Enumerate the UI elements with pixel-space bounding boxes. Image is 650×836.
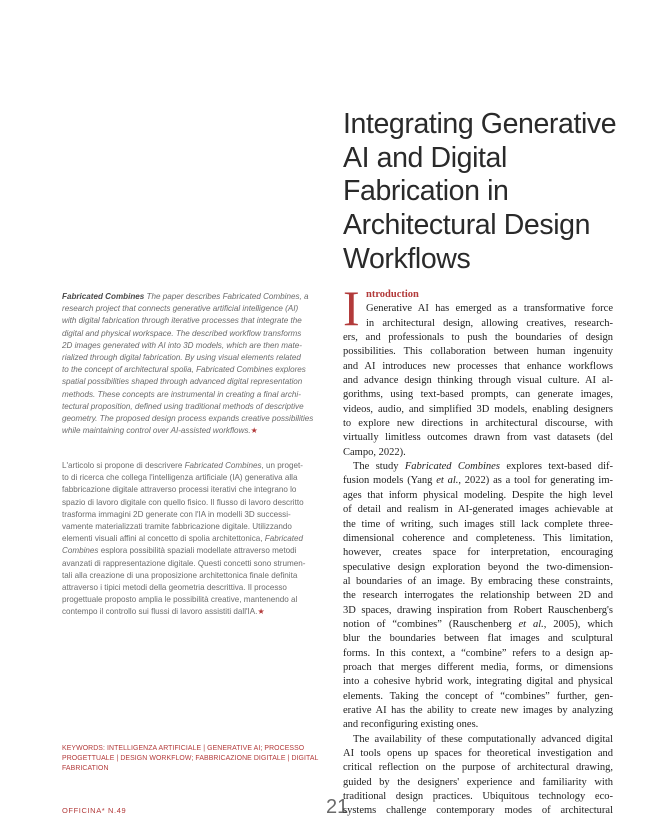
body-line: systems challenge contemporary modes of architectural [343, 805, 613, 817]
body-line: The study Fabricated Combines explores text-based dif- [353, 461, 614, 473]
abstract-line: Fabricated Combines The paper describes Fabricated Combines, a [62, 292, 309, 301]
body-line: to explore new directions in architectural discourse, with [343, 418, 613, 430]
drop-cap: I [343, 280, 360, 336]
body-line: 3D spaces, drawing inspiration from Robert Rauschenberg's [343, 604, 613, 616]
abstract-line: avanzati di rappresentazione digitale. Questi concetti sono strumen- [62, 558, 306, 568]
body-line: the research interrogates the relationship between 2D and [343, 590, 613, 602]
title-line: Fabrication in [343, 175, 509, 208]
body-line: the time of writing, such images still lack complete three- [343, 518, 613, 530]
abstract-line: 2D images generated with AI into 3D models, which are then mate- [62, 340, 302, 350]
abstract-line: tali alla creazione di una proposizione architettonica finale definita [62, 570, 298, 580]
article-title [343, 108, 633, 277]
body-line: however, creates space for interpretation, encouraging [343, 547, 613, 559]
abstract-italian [62, 460, 338, 619]
abstract-english [62, 291, 338, 437]
body-line: dimensional coherence and completeness. This limitation, [343, 532, 613, 544]
abstract-line: methods. These concepts are instrumental in creating a final archi- [62, 389, 301, 399]
body-line: elements. Taking the concept of “combines” further, gen- [343, 690, 613, 702]
abstract-lead: Fabricated Combines [62, 292, 145, 301]
abstract-line: vamente materializzati tramite fabbricazione digitale. Utilizzando [62, 522, 292, 532]
abstract-line: fabbricazione digitale attraverso processi iterativi che integrano lo [62, 485, 297, 495]
body-line: guided by the designers' experience and familiarity with [343, 776, 613, 788]
body-line: into a cohesive hybrid work, integrating digital and physical [343, 676, 613, 688]
end-mark-icon: ★ [257, 607, 265, 617]
abstract-line: to the concept of architectural spolia, Fabricated Combines explores [62, 365, 306, 375]
abstract-line: Combines esplora possibilità spaziali modellate attraverso metodi [62, 546, 297, 556]
italic-term: et al. [518, 618, 544, 630]
abstract-line: tectural proposition, defined using traditional methods of descriptive [62, 401, 304, 411]
body-line: fusion models (Yang et al., 2022) as a tool for generating im- [343, 475, 614, 487]
abstract-line: contempo il controllo sui flussi di lavoro assistiti dall'IA.★ [62, 607, 265, 617]
body-line: proach that merges different media, forms, or dimensions [343, 661, 613, 673]
abstract-line: spazio di lavoro digitale con quello fisico. Il flusso di lavoro descritto [62, 497, 304, 507]
abstract-line: with digital fabrication through iterative processes that integrate the [62, 316, 302, 326]
journal-issue: OFFICINA* N.49 [62, 806, 127, 815]
title-line: Integrating Generative [343, 108, 617, 140]
body-line: of detail and realism in AI-generated images achievable at [343, 504, 613, 516]
body-line: al boundaries of an image. By embracing these constraints, [343, 575, 613, 587]
title-line: Workflows [343, 242, 471, 275]
abstract-line: research project that connects generative artificial intelligence (AI) [62, 304, 299, 314]
italic-term: Fabricated Combines [404, 461, 500, 473]
italic-term: Combines [62, 546, 99, 556]
keywords [62, 744, 319, 773]
body-line: notion of “combines” (Rauschenberg et al., 2005), which [343, 618, 613, 630]
body-line: The availability of these computationally advanced digital [353, 733, 613, 745]
abstract-line: digital and physical workspace. The described workflow transforms [62, 328, 302, 338]
body-line: critical reflection on the purpose of architectural drawing, [343, 762, 613, 774]
abstract-line: progettuale proposto amplia le possibilità creative, mantenendo al [62, 595, 298, 605]
body-text [343, 280, 614, 819]
body-line: blur the boundaries between flat images and sculptural [343, 633, 613, 645]
keyword-line: FABRICATION [62, 764, 109, 772]
abstract-line: L'articolo si propone di descrivere Fabricated Combines, un proget- [62, 461, 303, 470]
body-line: and advance design thinking through visual culture. AI al- [343, 375, 613, 387]
body-line: virtually limitless outcomes drawn from vast datasets (del [343, 432, 613, 444]
italic-term: Fabricated Combines [184, 461, 262, 470]
body-line: Campo, 2022). [343, 446, 406, 458]
body-line: videos, audio, and simplified 3D models, enabling designers [343, 403, 613, 415]
title-line: Architectural Design [343, 209, 591, 242]
body-line: in architectural design, allowing creatives, research- [366, 317, 613, 329]
body-line: speculative design exploration beyond the two-dimension- [343, 561, 613, 573]
abstract-line: trasforma immagini 2D generate con l'IA in modelli 3D successi- [62, 509, 291, 519]
body-line: and reconfiguring existing ones. [343, 719, 479, 731]
body-line: traditional design practices. Ubiquitous technology eco- [343, 791, 613, 803]
body-line: erative AI has the ability to create new images by analyzing [343, 704, 613, 716]
end-mark-icon: ★ [250, 426, 258, 436]
abstract-line: geometry. The proposed design process expands creative possibilities [62, 414, 314, 424]
body-line: and AI introduces new processes that enhance workflows [343, 360, 613, 372]
body-line: AI tools opens up spaces for theoretical investigation and [343, 748, 613, 759]
abstract-line: elementi visuali affini al concetto di spolia architettonica, Fabricated [62, 534, 304, 544]
body-line: forms. In this context, a “combine” refers to a design ap- [343, 647, 613, 659]
body-line: possibilities. This collaboration between human ingenuity [343, 346, 613, 358]
intro-opening [343, 280, 613, 336]
keyword-line: KEYWORDS: INTELLIGENZA ARTIFICIALE | GENERATIVE AI; PROCESSO [62, 745, 305, 752]
italic-term: et al. [436, 475, 459, 487]
title-line: AI and Digital [343, 141, 507, 174]
abstract-line: while maintaining control over AI-assisted workflows.★ [62, 426, 258, 436]
abstract-line: attraverso i tipici metodi della geometria descrittiva. Il processo [62, 583, 287, 593]
abstract-line: to di ricerca che collega l'intelligenza artificiale (IA) generativa alla [62, 473, 298, 483]
abstract-line: rialized through digital fabrication. By using visual elements related [62, 353, 301, 363]
body-line: ages that inform physical modeling. Despite the high level [343, 489, 613, 501]
body-line: gorithms, using text-based prompts, can generate images, [343, 389, 613, 401]
section-heading: ntroduction [366, 289, 419, 300]
abstract-line: spatial possibilities shaped through advanced digital representation [62, 377, 303, 387]
italic-term: Fabricated [264, 534, 304, 544]
page-number: 21 [326, 796, 349, 818]
body-line: ers, and professionals to push the boundaries of design [343, 332, 613, 344]
keyword-line: PROGETTUALE | DESIGN WORKFLOW; FABBRICAZIONE DIGITALE | DIGITAL [62, 754, 319, 762]
body-line: Generative AI has emerged as a transformative force [366, 303, 613, 315]
